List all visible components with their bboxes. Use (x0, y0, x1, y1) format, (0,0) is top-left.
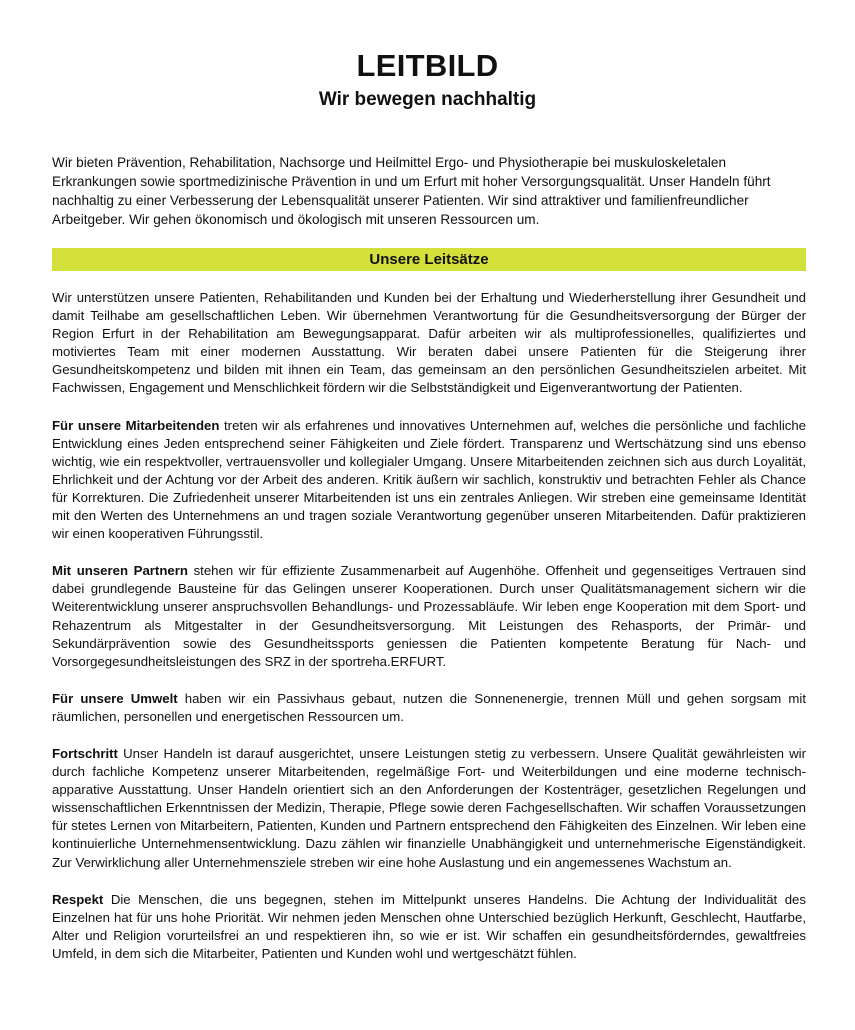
section-heading-banner: Unsere Leitsätze (52, 248, 806, 271)
paragraph-text: Wir unterstützen unsere Patienten, Rehabilitanden und Kunden bei der Erhaltung und Wiederherstellung ihrer Gesundheit und damit Teilhabe am gesellschaftlichen Leben. Wir übernehmen Verantwortung für die Gesundheitsversorgung der Bürger der Region Erfurt in der Rehabilitation am Bewegungsapparat. Dafür arbeiten wir als multiprofessionelles, qualifiziertes und motiviertes Team mit einer modernen Ausstattung. Wir beraten dabei unsere Patienten für die Steigerung ihrer Gesundheitskompetenz und bilden mit ihnen ein Team, das gemeinsam an den persönlichen Gesundheitszielen arbeitet. Mit Fachwissen, Engagement und Menschlichkeit fördern wir die Selbstständigkeit und Eigenverantwortung der Patienten. (52, 290, 806, 396)
paragraph-umwelt (52, 690, 806, 726)
paragraph-text: stehen wir für effiziente Zusammenarbeit auf Augenhöhe. Offenheit und gegenseitiges Vertrauen sind dabei grundlegende Bausteine für das Gelingen unserer Kooperationen. Durch unser Qualitätsmanagement sichern wir die Weiterentwicklung unserer anspruchsvollen Behandlungs- und Prozessabläufe. Wir leben enge Kooperation mit dem Sport- und Rehazentrum als Mitgestalter in der Gesundheitsversorgung. Mit Leistungen des Rehasports, der Primär- und Sekundärprävention sowie des Gesundheitssports geniessen die Patienten kompetente Beratung für Nach- und Vorsorgegesundheitsleistungen des SRZ in der sportreha.ERFURT. (52, 563, 806, 669)
paragraph-fortschritt (52, 745, 806, 872)
paragraph-lead: Mit unseren Partnern (52, 563, 188, 579)
paragraph-mission (52, 289, 806, 398)
intro-paragraph: Wir bieten Prävention, Rehabilitation, Nachsorge und Heilmittel Ergo- und Physiotherapie bei muskuloskeletalen Erkrankungen sowie sportmedizinische Prävention in und um Erfurt mit hoher Versorgungsqualität. Unser Handeln führt nachhaltig zu einer Verbesserung der Lebensqualität unserer Patienten. Wir sind attraktiver und familienfreundlicher Arbeitgeber. Wir gehen ökonomisch und ökologisch mit unseren Ressourcen um. (52, 155, 771, 227)
page-title: LEITBILD (356, 48, 499, 83)
paragraph-lead: Respekt (52, 891, 104, 907)
paragraph-text: Die Menschen, die uns begegnen, stehen im Mittelpunkt unseres Handelns. Die Achtung der Individualität des Einzelnen hat für uns hohe Priorität. Wir nehmen jeden Menschen ohne Unterschied bezüglich Herkunft, Geschlecht, Hautfarbe, Alter und Religion vorurteilsfrei an und respektieren ihn, so wie er ist. Wir schaffen ein gesundheitsförderndes, gewaltfreies Umfeld, in dem sich die Mitarbeiter, Patienten und Kunden wohl und wertgeschätzt fühlen. (52, 891, 806, 961)
section-body (52, 289, 806, 982)
paragraph-text: treten wir als erfahrenes und innovatives Unternehmen auf, welches die persönliche und fachliche Entwicklung eines Jeden entsprechend seiner Fähigkeiten und Ziele fördert. Transparenz und Wertschätzung sind uns ebenso wichtig, wie ein respektvoller, vertrauensvoller und kollegialer Umgang. Unsere Mitarbeitenden zeichnen sich aus durch Loyalität, Ehrlichkeit und der Achtung vor der Arbeit des anderen. Kritik äußern wir sachlich, konstruktiv und betrachten Fehler als Chance für Korrekturen. Die Zufriedenheit unserer Mitarbeitenden ist uns ein zentrales Anliegen. Wir streben eine gemeinsame Identität mit den Werten des Unternehmens an und tragen soziale Verantwortung gegenüber unseren Mitarbeitenden. Dafür praktizieren wir einen kooperativen Führungsstil. (52, 417, 807, 542)
paragraph-lead: Fortschritt (52, 745, 118, 761)
page-subtitle: Wir bewegen nachhaltig (318, 89, 537, 110)
paragraph-respekt (52, 891, 806, 963)
paragraph-text: Unser Handeln ist darauf ausgerichtet, unsere Leistungen stetig zu verbessern. Unsere Qualität gewährleisten wir durch fachliche Kompetenz unserer Mitarbeitenden, regelmäßige Fort- und Weiterbildungen und eine moderne technisch-apparative Ausstattung. Unser Handeln orientiert sich an den Anforderungen der Kostenträger, gesetzlichen Regelungen und wissenschaftlichen Erkenntnissen der Medizin, Therapie, Pflege sowie deren Fachgesellschaften. Wir schaffen Voraussetzungen für stetes Lernen von Mitarbeitern, Patienten, Kunden und Partnern entsprechend den Fähigkeiten des Einzelnen. Wir leben eine kontinuierliche Unternehmensentwicklung. Dazu zählen wir finanzielle Unabhängigkeit und unternehmerische Eigenständigkeit. Zur Verwirklichung aller Unternehmensziele streben wir eine hohe Auslastung und ein angemessenes Wachstum an. (52, 745, 806, 870)
paragraph-text: haben wir ein Passivhaus gebaut, nutzen die Sonnenenergie, trennen Müll und gehen sorgsam mit räumlichen, personellen und energetischen Ressourcen um. (52, 690, 806, 724)
paragraph-lead: Für unsere Umwelt (52, 690, 178, 706)
paragraph-partner (52, 562, 806, 671)
paragraph-lead: Für unsere Mitarbeitenden (52, 417, 220, 433)
paragraph-mitarbeitende (52, 417, 806, 544)
